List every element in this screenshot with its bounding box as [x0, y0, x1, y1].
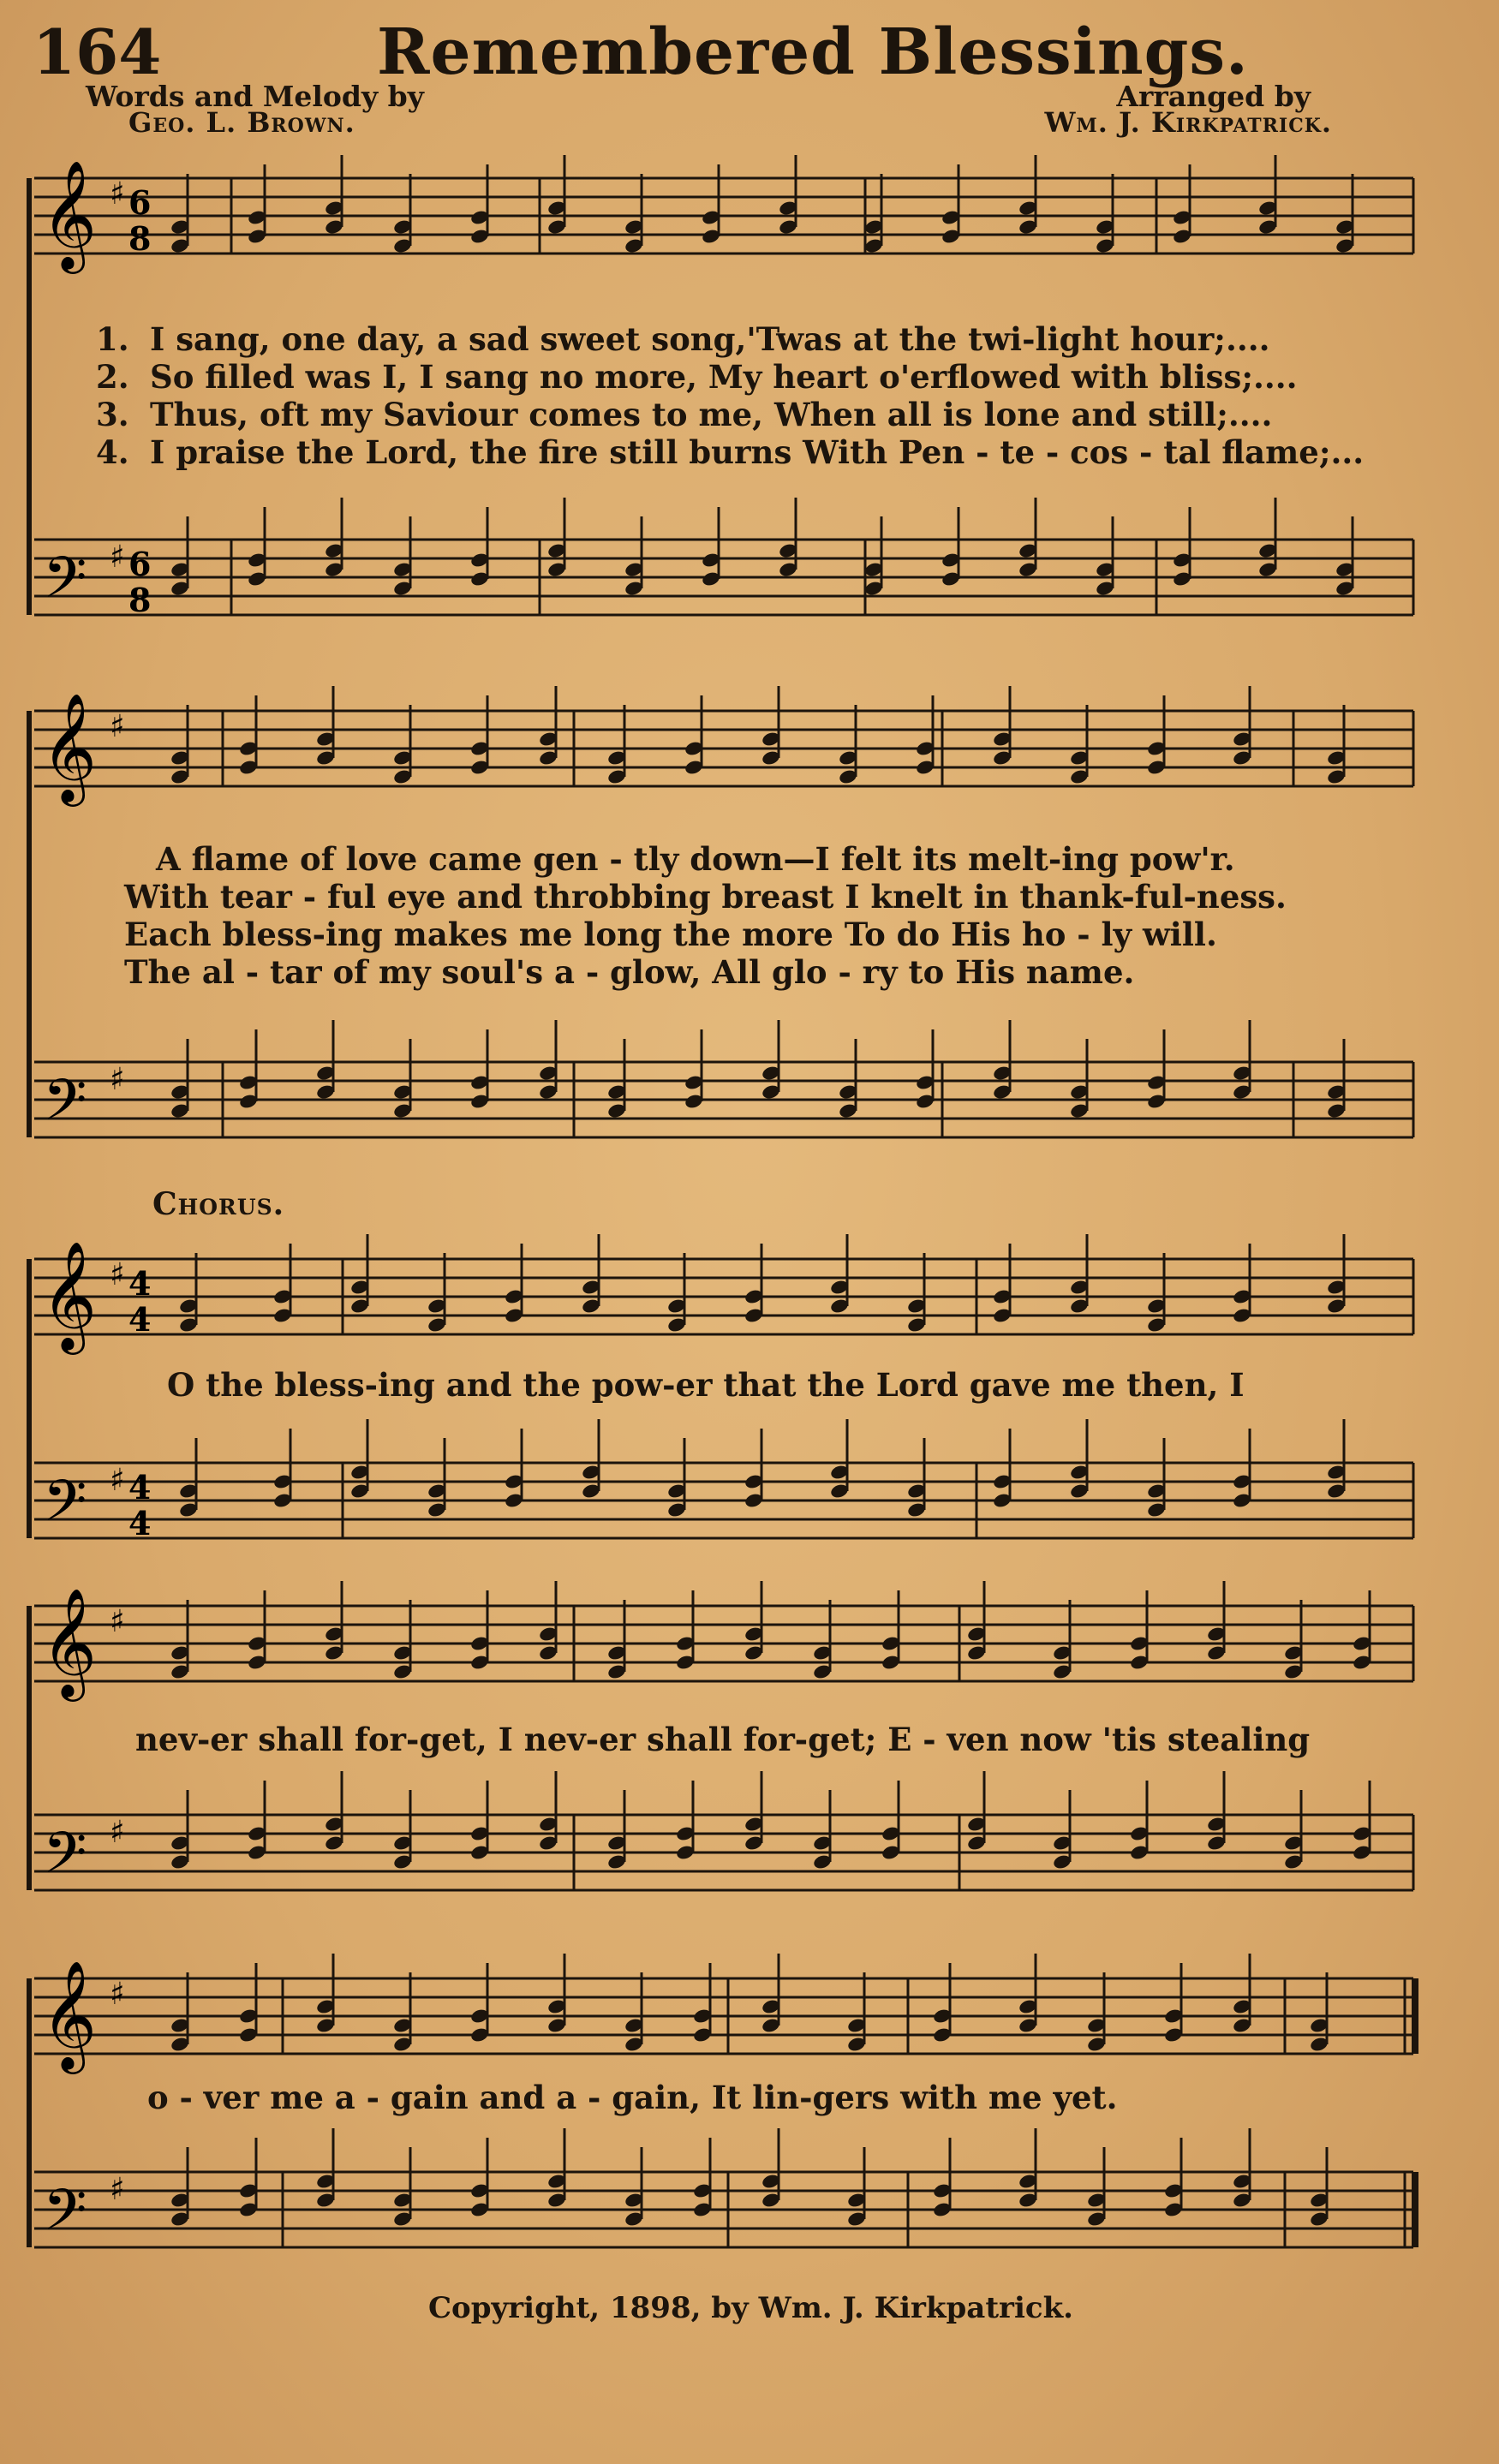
bass-note: [941, 507, 961, 588]
svg-text:♯: ♯: [110, 1462, 125, 1498]
verse-2-line-2: [0, 879, 1499, 915]
bass-note: [684, 1029, 704, 1110]
bass-note: [606, 1039, 627, 1119]
treble-note: [1335, 174, 1355, 254]
chorus-line-1: [0, 1367, 1499, 1403]
treble-note: [247, 164, 267, 245]
bass-staff-1: [34, 540, 1413, 615]
svg-text:♯: ♯: [110, 708, 125, 744]
bass-note: [581, 1419, 601, 1500]
treble-note: [778, 155, 798, 236]
bass-note: [1172, 507, 1192, 588]
bass-staff-4: [34, 1815, 1413, 1890]
treble-note: [349, 1234, 370, 1315]
treble-note: [392, 174, 413, 254]
bass-note: [392, 1790, 413, 1870]
treble-note: [1326, 705, 1347, 785]
svg-text:♯: ♯: [110, 1061, 125, 1097]
svg-text:𝄞: 𝄞: [41, 692, 98, 802]
verse-lyric: The al - tar of my soul's a - glow, All glo - ry to His name.: [124, 953, 1135, 991]
treble-note: [692, 1963, 713, 2043]
treble-note: [1352, 1590, 1372, 1671]
bass-note: [1069, 1419, 1090, 1500]
treble-note: [324, 1581, 344, 1662]
bass-note: [1326, 1039, 1347, 1119]
arranger-credit-name: Wm. J. Kirkpatrick.: [1044, 106, 1332, 139]
treble-note: [838, 705, 858, 785]
treble-note: [170, 1600, 190, 1680]
treble-note: [170, 1972, 190, 2053]
treble-note: [427, 1253, 447, 1333]
verse-number: 2.: [96, 358, 129, 396]
svg-text:𝄞: 𝄞: [41, 1960, 98, 2069]
verse-number: 3.: [96, 396, 129, 433]
treble-note: [546, 1954, 567, 2034]
treble-note: [761, 686, 781, 767]
treble-note: [170, 174, 190, 254]
treble-note: [538, 686, 558, 767]
svg-text:𝄢: 𝄢: [43, 1468, 87, 1548]
bass-note: [1146, 1438, 1167, 1518]
verse-number: 4.: [96, 433, 129, 471]
treble-note: [624, 174, 644, 254]
bass-staff-2: [34, 1062, 1413, 1137]
treble-note: [744, 1244, 764, 1324]
hymn-title: Remembered Blessings.: [377, 15, 1249, 89]
bass-note: [170, 1039, 190, 1119]
arranger-credit-label: Arranged by: [1116, 80, 1311, 113]
words-credit: [86, 80, 424, 139]
bass-note: [247, 507, 267, 588]
treble-note: [1129, 1590, 1150, 1671]
verse-lyric: So filled was I, I sang no more, My heart o'erflowed with bliss;....: [150, 358, 1298, 396]
treble-note: [504, 1244, 524, 1324]
bass-note: [1163, 2138, 1184, 2218]
treble-staff-3: [34, 1259, 1413, 1334]
treble-note: [469, 164, 490, 245]
treble-note: [238, 1963, 259, 2043]
svg-text:4: 4: [128, 1504, 152, 1542]
treble-note: [812, 1600, 833, 1680]
bass-note: [1257, 498, 1278, 578]
bass-note: [1069, 1039, 1090, 1119]
treble-note: [1146, 1253, 1167, 1333]
bass-note: [761, 2128, 781, 2209]
treble-note: [1018, 155, 1038, 236]
verse-4-line-1: [0, 434, 1499, 470]
treble-note: [881, 1590, 901, 1671]
bass-note: [538, 1771, 558, 1852]
chorus-line-2: [0, 1721, 1499, 1757]
treble-note: [469, 695, 490, 776]
treble-note: [701, 164, 721, 245]
treble-note: [1052, 1600, 1072, 1680]
treble-note: [915, 695, 935, 776]
svg-text:8: 8: [128, 581, 152, 619]
treble-note: [606, 705, 627, 785]
bass-note: [932, 2138, 953, 2218]
bass-note: [1206, 1771, 1227, 1852]
treble-note: [846, 1972, 867, 2053]
svg-text:𝄢: 𝄢: [43, 1820, 87, 1900]
bass-note: [1309, 2147, 1329, 2228]
bass-note: [427, 1438, 447, 1518]
bass-note: [1095, 516, 1115, 597]
treble-note: [315, 686, 336, 767]
treble-note: [1163, 1963, 1184, 2043]
verse-lyric: With tear - ful eye and throbbing breast I knelt in thank-ful-ness.: [124, 878, 1287, 916]
svg-text:♯: ♯: [110, 176, 125, 212]
treble-note: [392, 705, 413, 785]
svg-text:𝄞: 𝄞: [41, 1240, 98, 1350]
chorus-line-3: [0, 2079, 1499, 2115]
bass-note: [1232, 1020, 1252, 1101]
chorus-lyric: nev-er shall for-get, I nev-er shall for-get; E - ven now 'tis stealing: [135, 1721, 1311, 1758]
treble-note: [932, 1963, 953, 2043]
bass-note: [812, 1790, 833, 1870]
bass-note: [315, 2128, 336, 2209]
treble-note: [1069, 1234, 1090, 1315]
bass-note: [992, 1429, 1012, 1509]
treble-note: [170, 705, 190, 785]
svg-text:♯: ♯: [110, 1814, 125, 1850]
treble-note: [624, 1972, 644, 2053]
bass-note: [906, 1438, 927, 1518]
svg-text:𝄢: 𝄢: [43, 2177, 87, 2257]
bass-note: [692, 2138, 713, 2218]
treble-note: [1309, 1972, 1329, 2053]
bass-note: [469, 507, 490, 588]
verse-number: 1.: [96, 320, 129, 358]
treble-note: [829, 1234, 850, 1315]
svg-text:♯: ♯: [110, 539, 125, 575]
treble-note: [1069, 705, 1090, 785]
chorus-lyric: O the bless-ing and the pow-er that the Lord gave me then, I: [167, 1366, 1245, 1404]
bass-note: [778, 498, 798, 578]
treble-note: [744, 1581, 764, 1662]
bass-note: [238, 1029, 259, 1110]
svg-text:𝄢: 𝄢: [43, 1067, 87, 1147]
chorus-label: Chorus.: [152, 1186, 285, 1222]
bass-note: [1283, 1790, 1304, 1870]
verse-2-line-1: [0, 359, 1499, 395]
treble-note: [546, 155, 567, 236]
treble-note: [469, 1963, 490, 2043]
verse-lyric: A flame of love came gen - tly down—I felt its melt-ing pow'r.: [156, 840, 1235, 878]
bass-note: [170, 2147, 190, 2228]
treble-note: [581, 1234, 601, 1315]
hymn-number: 164: [33, 15, 162, 88]
bass-note: [1018, 2128, 1038, 2209]
bass-note: [504, 1429, 524, 1509]
svg-text:4: 4: [128, 1468, 152, 1506]
bass-note: [1052, 1790, 1072, 1870]
treble-note: [238, 695, 259, 776]
treble-note: [272, 1244, 293, 1324]
verse-1-line-2: [0, 841, 1499, 877]
treble-note: [324, 155, 344, 236]
verse-lyric: Each bless-ing makes me long the more To do His ho - ly will.: [124, 916, 1217, 953]
bass-note: [392, 2147, 413, 2228]
treble-note: [1018, 1954, 1038, 2034]
treble-note: [1283, 1600, 1304, 1680]
svg-text:♯: ♯: [110, 1256, 125, 1292]
svg-text:♯: ♯: [110, 2171, 125, 2207]
treble-note: [1095, 174, 1115, 254]
treble-staff-4: [34, 1606, 1413, 1681]
treble-note: [1232, 1244, 1252, 1324]
treble-note: [992, 1244, 1012, 1324]
verse-lyric: I sang, one day, a sad sweet song,'Twas at the twi-light hour;....: [150, 320, 1270, 358]
verse-4-line-2: [0, 954, 1499, 990]
words-credit-name: Geo. L. Brown.: [128, 106, 355, 139]
bass-staff-3: [34, 1463, 1413, 1538]
bass-note: [178, 1438, 199, 1518]
bass-note: [170, 516, 190, 597]
treble-note: [392, 1972, 413, 2053]
treble-note: [1206, 1581, 1227, 1662]
svg-text:♯: ♯: [110, 1976, 125, 2012]
bass-note: [966, 1771, 987, 1852]
treble-note: [966, 1581, 987, 1662]
treble-note: [606, 1600, 627, 1680]
treble-note: [666, 1253, 687, 1333]
bass-note: [546, 498, 567, 578]
treble-note: [941, 164, 961, 245]
verse-lyric: I praise the Lord, the fire still burns With Pen - te - cos - tal flame;...: [150, 433, 1365, 471]
bass-note: [469, 1781, 490, 1861]
bass-note: [1335, 516, 1355, 597]
verse-3-line-1: [0, 397, 1499, 433]
bass-note: [846, 2147, 867, 2228]
bass-note: [1352, 1781, 1372, 1861]
svg-text:4: 4: [128, 1300, 152, 1339]
bass-note: [392, 1039, 413, 1119]
bass-note: [1018, 498, 1038, 578]
bass-note: [761, 1020, 781, 1101]
treble-note: [1086, 1972, 1107, 2053]
treble-note: [469, 1590, 490, 1671]
bass-note: [538, 1020, 558, 1101]
bass-note: [349, 1419, 370, 1500]
svg-text:8: 8: [128, 219, 152, 258]
svg-text:♯: ♯: [110, 1603, 125, 1639]
bass-note: [469, 2138, 490, 2218]
bass-note: [1326, 1419, 1347, 1500]
bass-note: [1232, 2128, 1252, 2209]
bass-note: [744, 1771, 764, 1852]
arranger-credit: [955, 80, 1332, 139]
verse-3-line-2: [0, 916, 1499, 952]
svg-text:6: 6: [128, 545, 152, 583]
bass-note: [881, 1781, 901, 1861]
bass-note: [1129, 1781, 1150, 1861]
bass-note: [1146, 1029, 1167, 1110]
svg-text:𝄞: 𝄞: [41, 159, 98, 269]
svg-text:6: 6: [128, 183, 152, 222]
treble-note: [1172, 164, 1192, 245]
treble-note: [1257, 155, 1278, 236]
bass-note: [546, 2128, 567, 2209]
bass-note: [624, 516, 644, 597]
treble-note: [1146, 695, 1167, 776]
verse-lyric: Thus, oft my Saviour comes to me, When all is lone and still;....: [150, 396, 1273, 433]
bass-note: [744, 1429, 764, 1509]
bass-note: [915, 1029, 935, 1110]
bass-note: [992, 1020, 1012, 1101]
bass-note: [666, 1438, 687, 1518]
treble-note: [1232, 1954, 1252, 2034]
treble-note: [761, 1954, 781, 2034]
treble-note: [538, 1581, 558, 1662]
treble-note: [684, 695, 704, 776]
treble-note: [178, 1253, 199, 1333]
bass-note: [170, 1790, 190, 1870]
bass-note: [863, 516, 884, 597]
words-credit-label: Words and Melody by: [86, 80, 424, 113]
bass-note: [701, 507, 721, 588]
treble-note: [1326, 1234, 1347, 1315]
treble-note: [675, 1590, 696, 1671]
treble-note: [247, 1590, 267, 1671]
treble-note: [392, 1600, 413, 1680]
bass-note: [315, 1020, 336, 1101]
bass-note: [324, 498, 344, 578]
treble-note: [863, 174, 884, 254]
treble-note: [315, 1954, 336, 2034]
bass-note: [238, 2138, 259, 2218]
bass-note: [392, 516, 413, 597]
bass-note: [1232, 1429, 1252, 1509]
bass-note: [838, 1039, 858, 1119]
bass-note: [247, 1781, 267, 1861]
treble-staff-1: [34, 178, 1413, 254]
bass-note: [272, 1429, 293, 1509]
bass-note: [675, 1781, 696, 1861]
verse-1-line-1: [0, 321, 1499, 357]
svg-text:𝄢: 𝄢: [43, 545, 87, 624]
bass-note: [324, 1771, 344, 1852]
copyright-notice: Copyright, 1898, by Wm. J. Kirkpatrick.: [428, 2291, 1073, 2325]
svg-text:𝄞: 𝄞: [41, 1587, 98, 1697]
treble-note: [992, 686, 1012, 767]
bass-note: [829, 1419, 850, 1500]
bass-note: [624, 2147, 644, 2228]
bass-note: [1086, 2147, 1107, 2228]
svg-text:4: 4: [128, 1264, 152, 1303]
treble-note: [1232, 686, 1252, 767]
bass-note: [606, 1790, 627, 1870]
chorus-lyric: o - ver me a - gain and a - gain, It lin-gers with me yet.: [147, 2079, 1118, 2116]
bass-note: [469, 1029, 490, 1110]
treble-note: [906, 1253, 927, 1333]
